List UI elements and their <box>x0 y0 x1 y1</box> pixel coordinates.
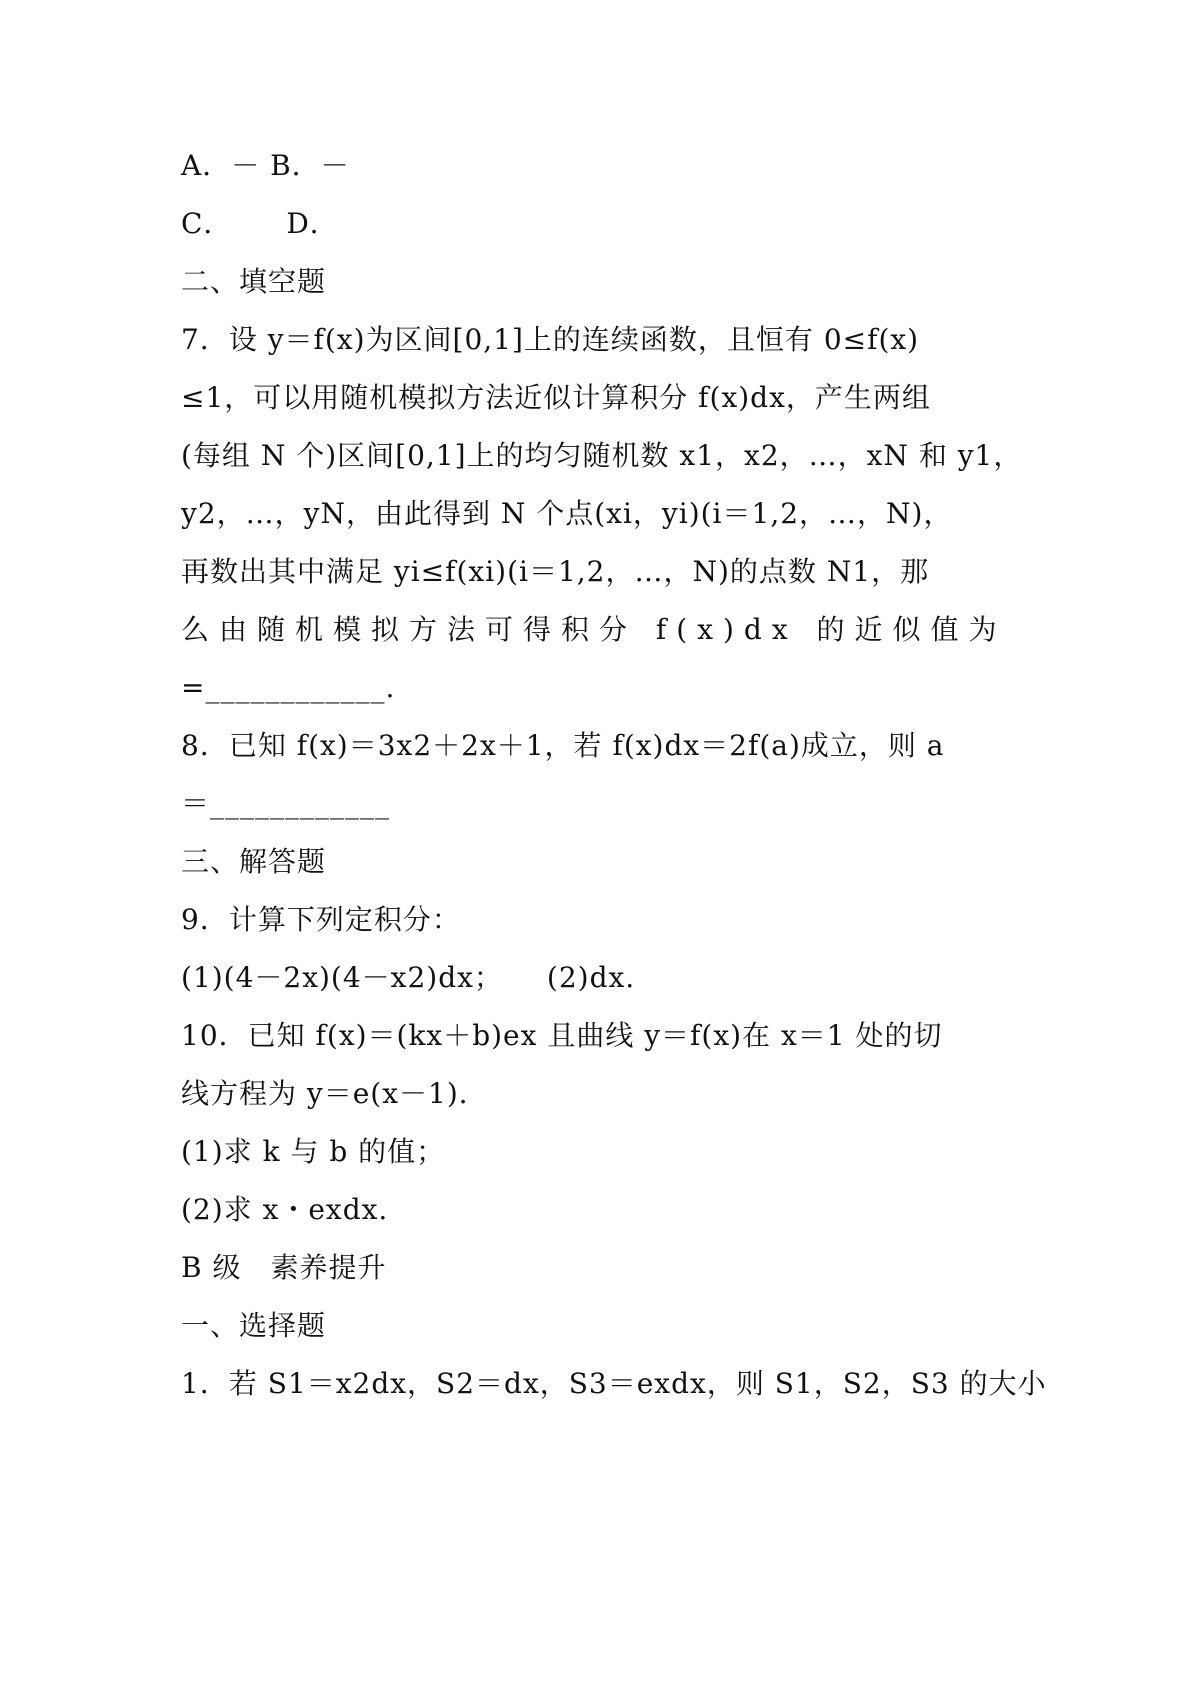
question-8-line-1: 8．已知 f(x)＝3x2＋2x＋1，若 f(x)dx＝2f(a)成立，则 a <box>181 729 945 762</box>
section-heading-fill-in: 二、填空题 <box>181 265 327 298</box>
question-7-line-1: 7．设 y＝f(x)为区间[0,1]上的连续函数，且恒有 0≤f(x) <box>181 323 920 356</box>
question-9-parts: (1)(4－2x)(4－x2)dx； (2)dx. <box>181 961 636 994</box>
question-10-line-1: 10．已知 f(x)＝(kx＋b)ex 且曲线 y＝f(x)在 x＝1 处的切 <box>181 1019 943 1052</box>
options-c-d: C． D． <box>181 207 339 240</box>
options-a-b: A．－ B．－ <box>181 149 350 182</box>
question-7-line-3: (每组 N 个)区间[0,1]上的均匀随机数 x1，x2，…，xN 和 y1， <box>181 439 1023 472</box>
section-heading-multiple-choice: 一、选择题 <box>181 1309 327 1342</box>
question-7-line-5: 再数出其中满足 yi≤f(xi)(i＝1,2，…，N)的点数 N1，那 <box>181 555 930 588</box>
question-7-line-2: ≤1，可以用随机模拟方法近似计算积分 f(x)dx，产生两组 <box>181 381 931 414</box>
question-b1-line-1: 1．若 S1＝x2dx，S2＝dx，S3＝exdx，则 S1，S2，S3 的大小 <box>181 1367 1047 1400</box>
question-10-part-2: (2)求 x・exdx. <box>181 1193 389 1226</box>
question-7-line-4: y2，…，yN，由此得到 N 个点(xi，yi)(i＝1,2，…，N)， <box>181 497 953 530</box>
question-9-prompt: 9．计算下列定积分： <box>181 903 461 936</box>
question-10-line-2: 线方程为 y＝e(x－1)． <box>181 1077 488 1110</box>
level-b-heading: B 级 素养提升 <box>181 1251 387 1284</box>
question-10-part-1: (1)求 k 与 b 的值； <box>181 1135 446 1168</box>
question-7-line-6: 么由随机模拟方法可得积分 f(x)dx 的近似值为 <box>181 613 1007 646</box>
question-8-answer-blank: ＝____________ <box>181 787 391 820</box>
section-heading-solutions: 三、解答题 <box>181 845 327 878</box>
question-7-answer-blank: =____________. <box>181 671 396 704</box>
